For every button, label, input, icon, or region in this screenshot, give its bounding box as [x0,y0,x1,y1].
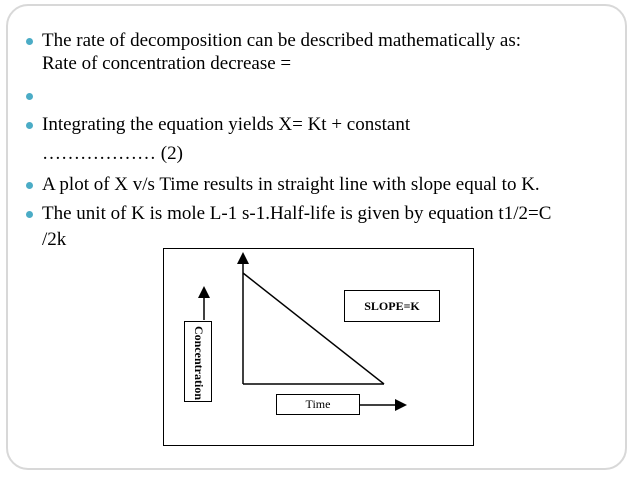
concentration-axis-label-box [184,321,212,402]
bullet-marker [26,38,33,45]
slope-label: SLOPE=K [344,290,440,322]
bullet-text: Integrating the equation yields X= Kt + constant [42,114,411,135]
bullet-text: The unit of K is mole L-1 s-1.Half-life is given by equation t1/2=C [42,203,552,224]
time-axis-label: Time [276,394,360,415]
bullet-text: A plot of X v/s Time results in straight line with slope equal to K. [42,174,540,195]
bullet-text: Rate of concentration decrease = [42,53,292,74]
bullet-text: The rate of decomposition can be described mathematically as: [42,30,522,51]
bullet-text: /2k [42,229,67,250]
bullet-marker [26,122,33,129]
concentration-axis-label: Concentration [192,326,206,400]
bullet-marker [26,211,33,218]
bullet-marker [26,93,33,100]
bullet-text: ……………… (2) [42,143,183,164]
bullet-marker [26,182,33,189]
